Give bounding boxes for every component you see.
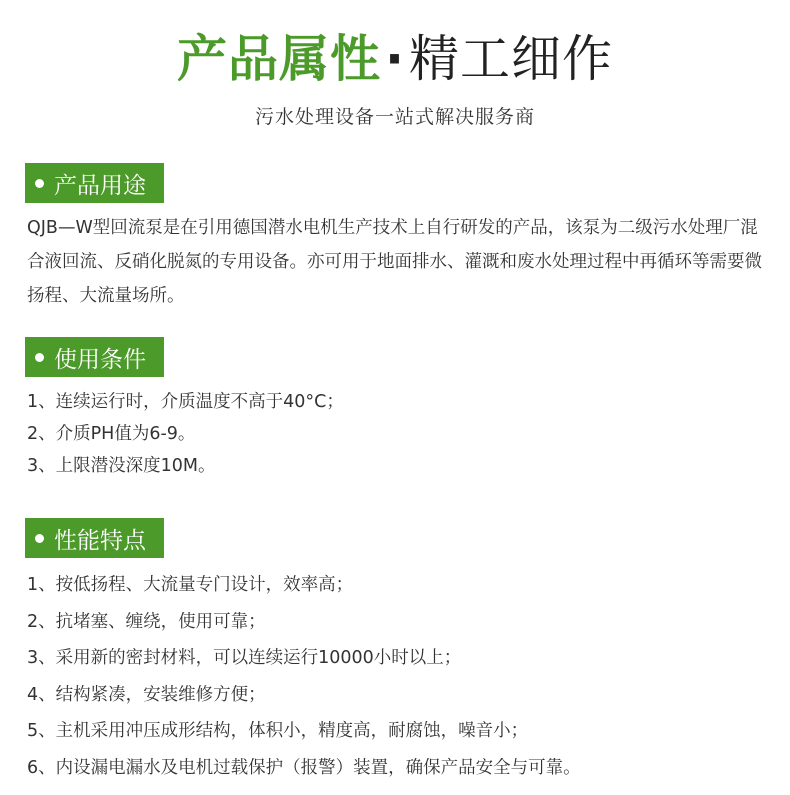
bullet-icon	[35, 534, 44, 543]
section-heading-label: 使用条件	[54, 346, 146, 373]
usage-paragraph: QJB—W型回流泵是在引用德国潜水电机生产技术上自行研发的产品，该泵为二级污水处理厂混合液回流、反硝化脱氮的专用设备。亦可用于地面排水、灌溉和废水处理过程中再循环等需要微扬程、大流量场所。	[27, 218, 762, 306]
page-subtitle: 污水处理设备一站式解决服务商	[254, 106, 535, 128]
section-heading-label: 产品用途	[54, 172, 146, 199]
list-item: 6、内设漏电漏水及电机过载保护（报警）装置，确保产品安全与可靠。	[27, 757, 581, 778]
list-item: 3、采用新的密封材料，可以连续运行10000小时以上；	[27, 648, 462, 668]
conditions-list	[27, 386, 772, 482]
page-title	[0, 28, 790, 90]
section-heading-conditions	[25, 337, 164, 377]
title-dark: 精工细作	[409, 30, 613, 88]
section-heading-label: 性能特点	[54, 527, 146, 554]
title-dot: ·	[385, 30, 405, 88]
features-list	[27, 567, 772, 786]
list-item: 2、介质PH值为6-9。	[27, 424, 196, 444]
bullet-icon	[35, 179, 44, 188]
page-header	[0, 28, 790, 129]
list-item: 5、主机采用冲压成形结构，体积小，精度高，耐腐蚀，噪音小；	[27, 721, 529, 741]
list-item: 4、结构紧凑，安装维修方便；	[27, 684, 266, 705]
list-item: 2、抗堵塞、缠绕，使用可靠；	[27, 611, 266, 632]
bullet-icon	[35, 353, 44, 362]
section-heading-usage	[25, 163, 164, 203]
section-heading-features	[25, 518, 164, 558]
list-item: 1、连续运行时，介质温度不高于40°C；	[27, 392, 344, 412]
list-item: 3、上限潜没深度10M。	[27, 456, 216, 476]
list-item: 1、按低扬程、大流量专门设计，效率高；	[27, 575, 354, 595]
title-green: 产品属性	[177, 30, 381, 88]
